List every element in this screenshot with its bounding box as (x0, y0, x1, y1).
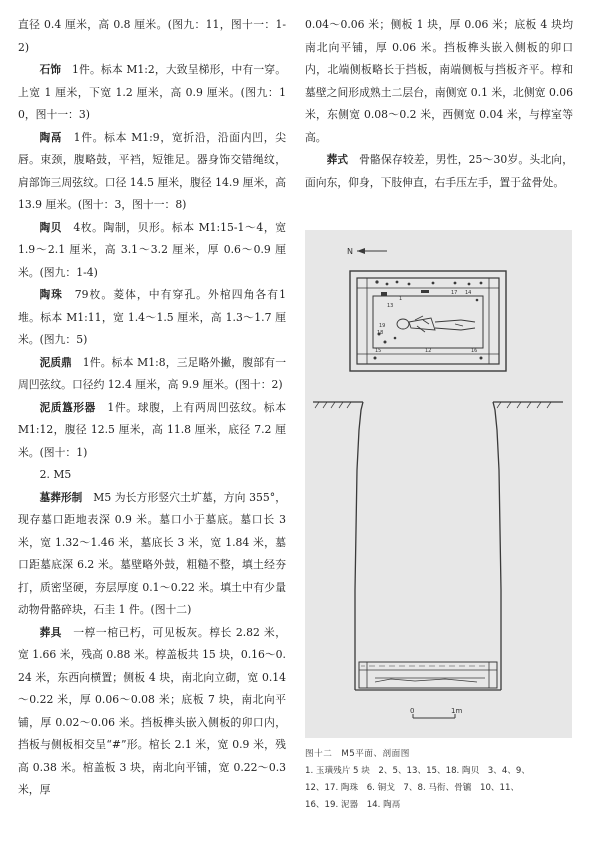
paragraph (18, 284, 286, 352)
paragraph (18, 464, 286, 487)
scale-start-label: 0 (410, 707, 415, 715)
plan-number: 15 (375, 348, 382, 354)
caption-line: 16、19. 泥器 14. 陶鬲 (305, 800, 401, 810)
paragraph-heading: 葬式 (326, 154, 349, 166)
paragraph (18, 397, 286, 465)
paragraph (18, 487, 286, 622)
figure-drawing (305, 230, 572, 738)
plan-number: 1 (399, 296, 403, 302)
paragraph-text: M5 为长方形竖穴土圹墓，方向 355°，现存墓口距地表深 0.9 米。墓口小于墓底。墓口长 3 米，宽 1.32～1.46 米，墓底长 3 米，宽 1.84 米，墓口距墓底深 6.2 米。墓壁略外鼓，粗糙不整，填土经夯打，质密坚硬，夯层厚度 0.1～0.22 米。填土中有少量动物骨骼碎块，石圭 1 件。(图十二) (18, 490, 287, 616)
plan-number: 17 (451, 290, 458, 296)
paragraph-heading: 石饰 (39, 64, 62, 76)
paragraph-text: 4枚。陶制，贝形。标本 M1:15-1～4，宽 1.9～2.1 厘米，高 3.1～3.2 厘米，厚 0.6～0.9 厘米。(图九：1-4) (18, 220, 286, 279)
plan-number: 18 (377, 330, 384, 336)
caption-line: 12、17. 陶珠 6. 铜戈 7、8. 马衔、骨镳 10、11、 (305, 783, 520, 793)
paragraph-text: 2. M5 (39, 468, 72, 481)
right-column (305, 14, 573, 194)
paragraph (305, 14, 573, 149)
paragraph-heading: 陶鬲 (39, 131, 63, 144)
paragraph-heading: 陶贝 (39, 221, 62, 234)
caption-line: 1. 玉璜残片 5 块 2、5、13、15、18. 陶贝 3、4、9、 (305, 766, 530, 776)
paragraph-text: 骨骼保存较差，男性，25～30岁。头北向，面向东，仰身，下肢伸直，右手压左手，置于盆骨处。 (305, 153, 573, 189)
paragraph (18, 59, 286, 127)
paragraph-text: 1件。球腹，上有两周凹弦纹。标本 M1:12，腹径 12.5 厘米，高 11.8 厘米，底径 7.2 厘米。(图十：1) (18, 400, 287, 459)
paragraph-heading: 葬具 (39, 626, 62, 639)
figure-m5-plan-section (305, 230, 572, 738)
skeleton-icon (397, 316, 475, 332)
paragraph-text: 1件。标本 M1:8，三足略外撇，腹部有一周凹弦纹。口径约 12.4 厘米，高 9.9 厘米。(图十：2) (18, 355, 287, 391)
plan-view (350, 271, 506, 371)
paragraph-text: 直径 0.4 厘米，高 0.8 厘米。(图九：11，图十一：1-2) (18, 18, 286, 54)
section-view (313, 402, 563, 690)
caption-title: 图十二 M5平面、剖面图 (305, 749, 410, 759)
paragraph (18, 217, 286, 285)
paragraph-heading: 墓葬形制 (39, 491, 83, 504)
scale-bar (410, 707, 462, 718)
paragraph-heading: 陶珠 (39, 289, 63, 301)
plan-number: 14 (465, 290, 472, 296)
scale-end-label: 1m (451, 707, 463, 715)
paragraph (18, 127, 286, 217)
figure-caption (305, 746, 573, 814)
plan-number: 19 (379, 323, 386, 329)
paragraph (18, 352, 286, 397)
paragraph-text: 79枚。菱体，中有穿孔。外棺四角各有1堆。标本 M1:11，宽 1.4～1.5 厘米，高 1.3～1.7 厘米。(图九：5) (18, 288, 287, 346)
paragraph (18, 14, 286, 59)
paragraph-text: 1件。标本 M1:9，宽折沿，沿面内凹，尖唇。束颈，腹略鼓，平裆，短锥足。器身饰交错绳纹，肩部饰三周弦纹。口径 14.5 厘米，腹径 14.9 厘米，高 13.9 厘米。(图十：3，图十一：8) (18, 130, 286, 211)
paragraph (18, 622, 286, 802)
north-label: N (347, 247, 353, 256)
north-arrow-icon (347, 247, 387, 256)
paragraph-text: 一椁一棺已朽，可见板灰。椁长 2.82 米，宽 1.66 米，残高 0.88 米。椁盖板共 15 块，0.16～0.24 米，东西向横置；侧板 4 块，南北向立砌，宽 0.14～0.22 米，厚 0.06～0.08 米；底板 7 块，南北向平铺，厚 0.02～0.06 米。挡板榫头嵌入侧板的卯口内，挡板与侧板相交呈“#”形。棺长 2.1 米，宽 0.9 米，残高 0.38 米。棺盖板 3 块，南北向平铺，宽 0.22～0.3 米，厚 (18, 625, 286, 796)
left-column (18, 14, 286, 802)
plan-number: 13 (387, 303, 394, 309)
paragraph (305, 149, 573, 194)
paragraph-heading: 泥质鼎 (39, 356, 72, 369)
paragraph-text: 0.04～0.06 米；侧板 1 块，厚 0.06 米；底板 4 块均南北向平铺，厚 0.06 米。挡板榫头嵌入侧板的卯口内，北端侧板略长于挡板，南端侧板与挡板齐平。椁和墓壁之间形成熟土二层台，南侧宽 0.1 米，北侧宽 0.06 米，东侧宽 0.08～0.2 米，西侧宽 0.04 米，与椁室等高。 (305, 18, 573, 144)
plan-number: 16 (471, 348, 478, 354)
paragraph-heading: 泥质簋形器 (39, 401, 96, 414)
plan-number: 12 (425, 348, 432, 354)
paragraph-text: 1件。标本 M1:2，大致呈梯形，中有一穿。上宽 1 厘米，下宽 1.2 厘米，高 0.9 厘米。(图九：10，图十一：3) (18, 63, 286, 121)
